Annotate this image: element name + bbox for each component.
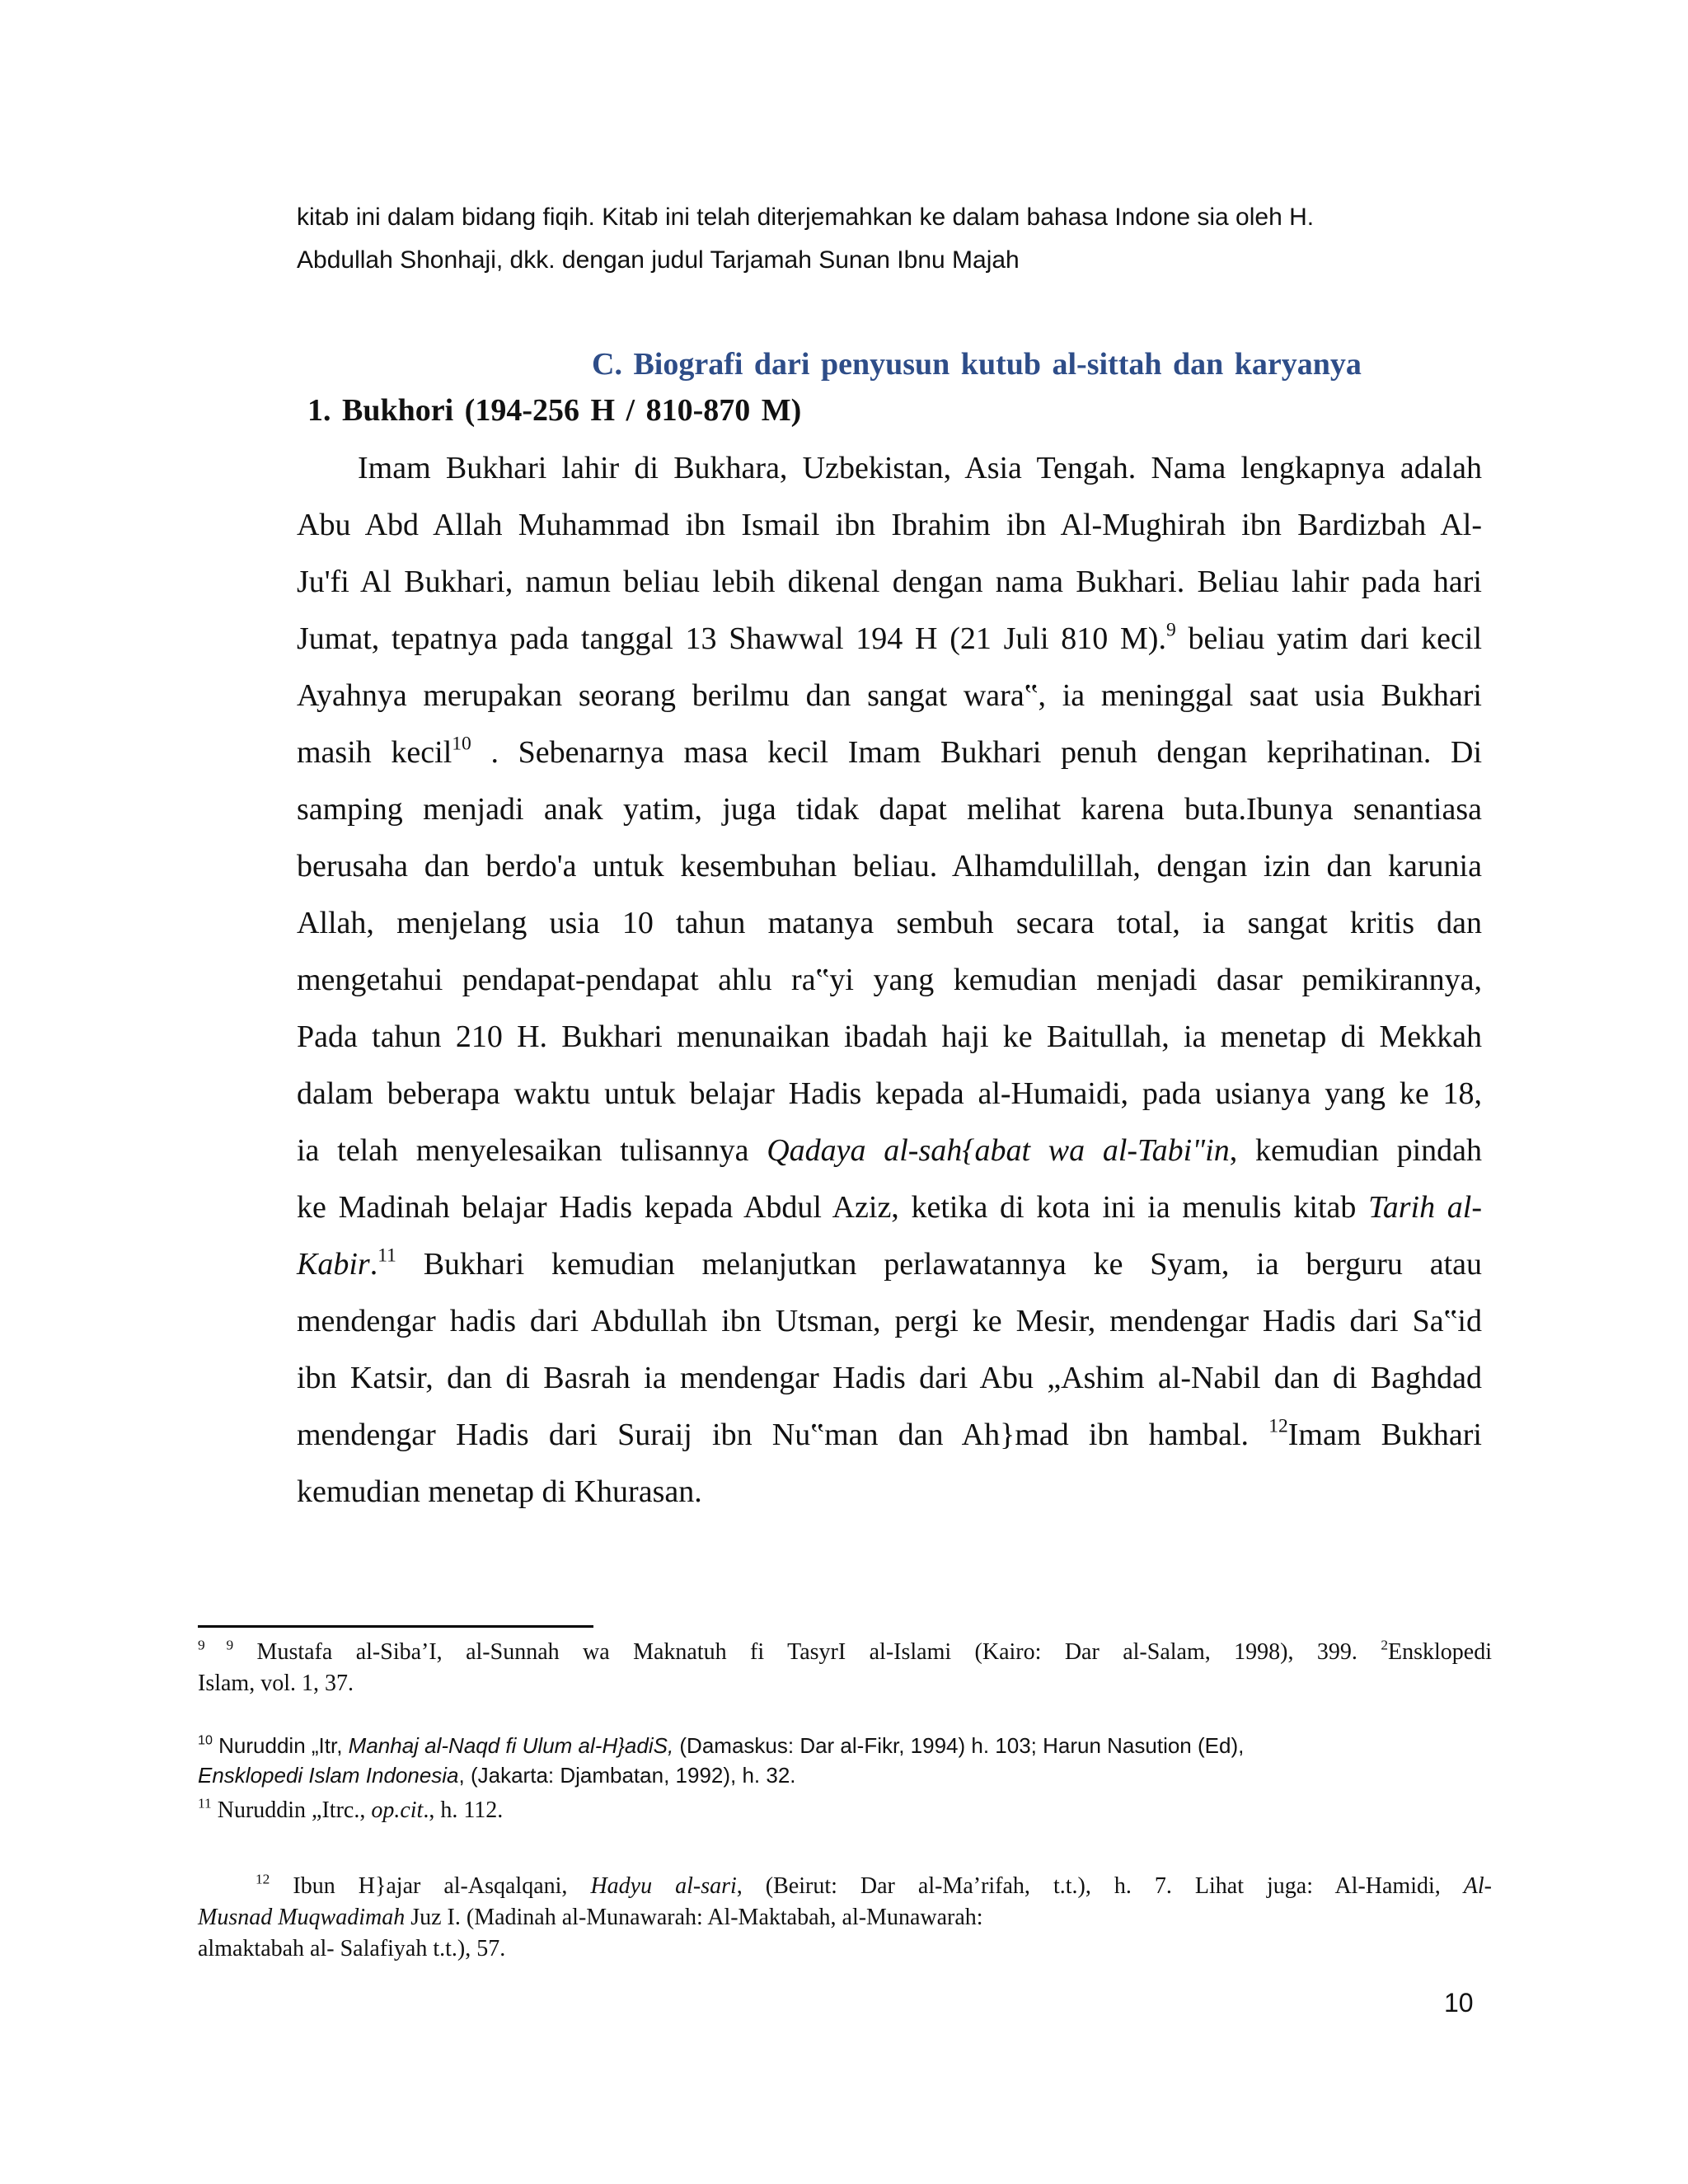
footnote-text: (Damaskus: Dar al-Fikr, 1994) h. 103; Harun Nasution (Ed), [673,1733,1245,1758]
body-line: kemudian menetap di Khurasan. [297,1474,702,1509]
footnote-12 [198,1871,1492,1965]
book-title: Tarih al- [1368,1190,1483,1225]
footnote-marker: 9 9 [198,1637,234,1653]
intro-line: Abdullah Shonhaji, dkk. dengan judul Tarjamah Sunan Ibnu Majah [297,246,1020,274]
body-line [297,724,1482,781]
footnote-line [198,1871,1492,1902]
body-text: mendengar Hadis dari Suraij ibn Nu‟man dan Ah}mad ibn hambal. [297,1418,1269,1452]
body-text: . Sebenarnya masa kecil Imam Bukhari penuh dengan keprihatinan. Di [471,735,1482,770]
body-line: Allah, menjelang usia 10 tahun matanya sembuh secara total, ia sangat kritis dan [297,906,1482,940]
footnote-book-title: Manhaj al-Naqd fi Ulum al-H}adiS, [348,1733,674,1758]
footnote-line: almaktabah al- Salafiyah t.t.), 57. [198,1936,506,1961]
footnote-line [198,1902,1492,1933]
footnote-ref: 9 [1165,619,1176,641]
footnote-line: Islam, vol. 1, 37. [198,1671,354,1696]
body-text: masih kecil [297,735,452,770]
body-line: Imam Bukhari lahir di Bukhara, Uzbekistan, Asia Tengah. Nama lengkapnya adalah [358,451,1482,485]
body-text: . [369,1247,378,1282]
footnote-marker: 12 [256,1871,270,1887]
body-line: mendengar hadis dari Abdullah ibn Utsman, pergi ke Mesir, mendengar Hadis dari Sa‟id [297,1304,1482,1338]
intro-paragraph [297,196,1500,282]
body-line [297,1122,1482,1179]
body-text: beliau yatim dari kecil [1175,621,1483,656]
body-text: ia telah menyelesaikan tulisannya [297,1133,767,1168]
footnote-marker: 11 [198,1795,212,1811]
book-title: Qadaya al-sah{abat wa al-Tabi"in [767,1133,1230,1168]
footnote-text: Ensklopedi [1388,1639,1493,1665]
footnote-10 [198,1731,1492,1790]
footnote-line [198,1795,1492,1826]
biography-paragraph [297,440,1482,1521]
footnote-ref: 12 [1268,1415,1288,1437]
intro-line: kitab ini dalam bidang fiqih. Kitab ini telah diterjemahkan ke dalam bahasa Indone sia oleh H. [297,204,1315,231]
section-heading: C. Biografi dari penyusun kutub al-sittah dan karyanya [592,347,1362,382]
footnote-text: Ibun H}ajar al-Asqalqani, [270,1873,591,1899]
book-title: Kabir [297,1247,370,1282]
footnote-11 [198,1795,1492,1826]
footnote-ref: 10 [452,733,471,755]
footnote-ref: 11 [377,1244,396,1267]
body-line: Pada tahun 210 H. Bukhari menunaikan ibadah haji ke Baitullah, ia menetap di Mekkah [297,1019,1482,1054]
footnote-book-title: Hadyu al-sari [590,1873,737,1899]
body-text: Imam Bukhari [1287,1418,1482,1452]
body-text: ke Madinah belajar Hadis kepada Abdul Aziz, ketika di kota ini ia menulis kitab [297,1190,1369,1225]
body-line: Abu Abd Allah Muhammad ibn Ismail ibn Ibrahim ibn Al-Mughirah ibn Bardizbah Al- [297,508,1482,542]
footnote-line [198,1637,1492,1668]
footnote-book-title: Musnad Muqwadimah [198,1905,406,1930]
footnote-marker: 10 [198,1732,213,1748]
body-text: Jumat, tepatnya pada tanggal 13 Shawwal 194 H (21 Juli 810 M). [297,621,1166,656]
body-line [297,1407,1482,1464]
body-text: , kemudian pindah [1229,1133,1482,1168]
footnote-text: Mustafa al-Siba’I, al-Sunnah wa Maknatuh fi TasyrI al-Islami (Kairo: Dar al-Salam, 1998), 399. [233,1639,1381,1665]
footnote-text: Nuruddin „Itrc., [211,1797,372,1823]
body-line [297,611,1482,668]
footnote-book-title: Ensklopedi Islam Indonesia [198,1763,459,1788]
body-line: samping menjadi anak yatim, juga tidak dapat melihat karena buta.Ibunya senantiasa [297,792,1482,827]
footnote-marker: 2 [1381,1637,1389,1653]
body-line: ibn Katsir, dan di Basrah ia mendengar Hadis dari Abu „Ashim al-Nabil dan di Baghdad [297,1361,1482,1395]
footnote-book-title: op.cit [371,1797,424,1823]
body-line: mengetahui pendapat-pendapat ahlu ra‟yi yang kemudian menjadi dasar pemikirannya, [297,963,1482,997]
sub-heading: 1. Bukhori (194-256 H / 810-870 M) [307,393,802,428]
footnote-book-title: Al- [1463,1873,1492,1899]
body-line: dalam beberapa waktu untuk belajar Hadis kepada al-Humaidi, pada usianya yang ke 18, [297,1076,1482,1111]
footnote-9 [198,1637,1492,1699]
body-text: Bukhari kemudian melanjutkan perlawatannya ke Syam, ia berguru atau [396,1247,1482,1282]
footnote-text: ., h. 112. [423,1797,504,1823]
footnote-text: Nuruddin „Itr, [212,1733,349,1758]
body-line [297,1236,1482,1293]
body-line: Ju'fi Al Bukhari, namun beliau lebih dikenal dengan nama Bukhari. Beliau lahir pada hari [297,565,1482,599]
body-line: berusaha dan berdo'a untuk kesembuhan beliau. Alhamdulillah, dengan izin dan karunia [297,849,1482,883]
footnote-line [198,1760,1492,1790]
page-number: 10 [1444,1988,1474,2018]
footnote-text: , (Beirut: Dar al-Ma’rifah, t.t.), h. 7. Lihat juga: Al-Hamidi, [736,1873,1464,1899]
footnote-separator [198,1625,593,1628]
footnote-text: Juz I. (Madinah al-Munawarah: Al-Maktabah, al-Munawarah: [405,1905,983,1930]
body-line: Ayahnya merupakan seorang berilmu dan sangat wara‟, ia meninggal saat usia Bukhari [297,678,1482,713]
body-line [297,1179,1482,1236]
footnote-text: , (Jakarta: Djambatan, 1992), h. 32. [458,1763,796,1788]
footnote-line [198,1731,1492,1760]
